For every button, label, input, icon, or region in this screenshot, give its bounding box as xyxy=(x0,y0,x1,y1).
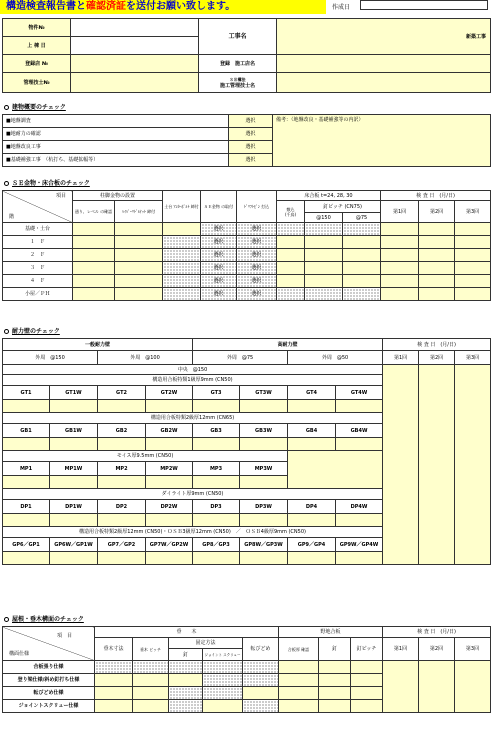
roof-cell[interactable] xyxy=(133,700,169,713)
wall-code: GT4W xyxy=(336,386,383,400)
roof-cell xyxy=(169,661,203,674)
store-no-label: 登録店 № xyxy=(3,55,71,73)
wall-code: GT1W xyxy=(50,386,98,400)
wall-code: GB2 xyxy=(98,424,146,438)
roof-cell xyxy=(203,661,243,674)
wall-code: MP3W xyxy=(240,462,288,476)
s2-date[interactable] xyxy=(419,236,455,249)
wall-cell-blank xyxy=(288,451,383,489)
roof-cell xyxy=(243,661,279,674)
out100: 外周 @100 xyxy=(98,351,193,365)
wall-code: GT4 xyxy=(288,386,336,400)
s4-date[interactable] xyxy=(383,661,419,713)
s2-date[interactable] xyxy=(381,223,419,236)
s2-date[interactable] xyxy=(419,249,455,262)
s2-cell xyxy=(343,223,381,236)
roof-cell[interactable] xyxy=(279,687,319,700)
wall-code: GB1 xyxy=(3,424,50,438)
center150: 中央 @150 xyxy=(3,365,383,375)
s2-date[interactable] xyxy=(381,236,419,249)
s4-round3: 第3回 xyxy=(455,638,491,661)
s2-cell[interactable] xyxy=(73,275,115,288)
g3-label: モイス厚9.5mm (CN50) xyxy=(3,451,288,462)
store-no-field[interactable] xyxy=(71,55,199,73)
s4-spec-label: 構面仕様 xyxy=(9,651,30,657)
wall-cell[interactable] xyxy=(98,476,146,489)
s2-laying: 敷込 (千鳥) xyxy=(277,201,305,223)
section1-title: 建物概要のチェック xyxy=(2,104,66,112)
s2-cell[interactable] xyxy=(343,275,381,288)
s2-cell[interactable] xyxy=(73,223,115,236)
plywood-nail: 釘 xyxy=(319,638,351,661)
s4-corner xyxy=(3,627,95,661)
wall-code: GT3 xyxy=(193,386,240,400)
roof-cell[interactable] xyxy=(319,661,351,674)
wall-cell[interactable] xyxy=(3,514,50,527)
s2-floorboard: 床合板 t=24, 28, 30 xyxy=(277,191,381,201)
s1-row-label: ■地盤調査 xyxy=(3,115,229,128)
s2-select[interactable]: 選択 xyxy=(201,262,237,275)
wall-cell[interactable] xyxy=(146,552,193,565)
title-part3: を送付お願い致します。 xyxy=(126,1,236,12)
s2-cell[interactable] xyxy=(115,249,163,262)
roof-cell xyxy=(169,687,203,700)
roof-spec-row: 転びどめ仕様 xyxy=(3,687,95,700)
rafter-header: 垂 木 xyxy=(95,627,279,638)
roof-cell[interactable] xyxy=(133,674,169,687)
building-date-field[interactable] xyxy=(71,37,199,55)
roof-cell[interactable] xyxy=(319,700,351,713)
s2-cell[interactable] xyxy=(343,236,381,249)
wall-cell[interactable] xyxy=(336,514,383,527)
section2-title: ＳＥ金物・床合板のチェック xyxy=(2,180,90,188)
s2-cell xyxy=(277,223,305,236)
s2-cell xyxy=(163,275,201,288)
s2-floor-row: 小屋／ＰＨ xyxy=(3,288,73,301)
wall-cell[interactable] xyxy=(336,438,383,451)
s4-date[interactable] xyxy=(419,661,455,713)
wall-code: DP2W xyxy=(146,500,193,514)
wall-cell[interactable] xyxy=(336,400,383,413)
wall-code: GB4 xyxy=(288,424,336,438)
s4-date[interactable] xyxy=(455,661,491,713)
s2-floor-row: ３ Ｆ xyxy=(3,262,73,275)
wall-cell[interactable] xyxy=(98,438,146,451)
wall-cell[interactable] xyxy=(240,476,288,489)
s1-select[interactable]: 選択 xyxy=(229,115,273,128)
wall-cell[interactable] xyxy=(288,514,336,527)
wall-code: MP1 xyxy=(3,462,50,476)
s2-cell[interactable] xyxy=(73,249,115,262)
s1-remark-label: 備考：（地盤改良・基礎補強等の内訳） xyxy=(276,117,364,123)
rafter-pitch: 垂木 ピッチ xyxy=(133,638,169,661)
roof-cell[interactable] xyxy=(169,674,203,687)
project-name-field[interactable] xyxy=(277,19,491,55)
wall-cell[interactable] xyxy=(240,438,288,451)
s2-round2: 第2回 xyxy=(419,201,455,223)
s2-date[interactable] xyxy=(381,262,419,275)
roof-cell xyxy=(169,700,203,713)
roof-spec-row: 登り梁仕様/斜め釘打ち仕様 xyxy=(3,674,95,687)
s2-p150: @150 xyxy=(305,213,343,223)
wall-cell[interactable] xyxy=(50,400,98,413)
wall-code: GB4W xyxy=(336,424,383,438)
s2-cell[interactable] xyxy=(115,223,163,236)
wall-code: DP1W xyxy=(50,500,98,514)
s2-date[interactable] xyxy=(419,275,455,288)
s2-floor-row: ２ Ｆ xyxy=(3,249,73,262)
roof-cell[interactable] xyxy=(279,661,319,674)
roof-cell xyxy=(203,674,243,687)
s2-item-label: 項目 xyxy=(55,193,66,199)
rafter-dim: 垂木寸法 xyxy=(95,638,133,661)
store-name-field[interactable] xyxy=(277,55,491,73)
s2-select[interactable]: 選択 xyxy=(201,236,237,249)
s3-date[interactable] xyxy=(455,365,491,565)
wall-code: GP8W／GP3W xyxy=(240,538,288,552)
supervisor-no-field[interactable] xyxy=(71,73,199,93)
s2-date[interactable] xyxy=(455,275,491,288)
wall-cell[interactable] xyxy=(193,514,240,527)
wall-code: GB1W xyxy=(50,424,98,438)
s2-date[interactable] xyxy=(381,249,419,262)
wall-cell[interactable] xyxy=(146,476,193,489)
s2-date[interactable] xyxy=(455,288,491,301)
supervisor-no-label: 管理技士№ xyxy=(3,73,71,93)
s2-date[interactable] xyxy=(381,288,419,301)
s2-col-hyper: ﾊｲﾊﾟｰﾘﾄﾞﾙﾅｯﾄ 締付 xyxy=(115,201,163,223)
s2-cell[interactable] xyxy=(305,275,343,288)
wall-cell[interactable] xyxy=(146,514,193,527)
s2-select[interactable]: 選択 xyxy=(237,236,277,249)
roof-spec-row: ジョイントスクリュー仕様 xyxy=(3,700,95,713)
fix-screw: ジョイント スクリュー xyxy=(203,649,243,661)
wall-code: DP2 xyxy=(98,500,146,514)
roof-cell xyxy=(95,661,133,674)
fix-method: 固定方法 xyxy=(169,638,243,649)
wall-cell[interactable] xyxy=(240,400,288,413)
g4-label: ダイライト厚9mm (CN50) xyxy=(3,489,383,500)
s1-select[interactable]: 選択 xyxy=(229,128,273,141)
s2-p75: @75 xyxy=(343,213,381,223)
s4-item-label: 項 目 xyxy=(56,633,72,639)
title-part2: 確認済証 xyxy=(86,1,126,12)
s4-inspect: 検 査 日 (月/日) xyxy=(383,627,491,638)
s2-cell xyxy=(305,288,343,301)
s4-round1: 第1回 xyxy=(383,638,419,661)
s2-select[interactable]: 選択 xyxy=(237,262,277,275)
wall-code: GP7／GP2 xyxy=(98,538,146,552)
roof-cell xyxy=(243,674,279,687)
s2-cell[interactable] xyxy=(115,275,163,288)
building-overview-table xyxy=(2,114,491,167)
wall-cell[interactable] xyxy=(50,438,98,451)
s3-inspect: 検 査 日 (月/日) xyxy=(383,339,491,351)
wall-code: GP8／GP3 xyxy=(193,538,240,552)
s2-floor-row: 基礎・土台 xyxy=(3,223,73,236)
plywood-header: 野地合板 xyxy=(279,627,383,638)
s2-cell xyxy=(277,288,305,301)
fix-nail: 釘 xyxy=(169,649,203,661)
wall-cell[interactable] xyxy=(288,438,336,451)
s2-cell xyxy=(163,236,201,249)
store-name-label: 登録 施工店名 xyxy=(199,55,277,73)
wall-code: GB3W xyxy=(240,424,288,438)
property-no-label: 物件№ xyxy=(3,19,71,37)
s2-col-se: ＳＥ金物 の取付 xyxy=(201,191,237,223)
roof-cell xyxy=(203,687,243,700)
s2-date[interactable] xyxy=(381,275,419,288)
out50: 外周 @50 xyxy=(288,351,383,365)
section3-title: 耐力壁のチェック xyxy=(2,328,60,336)
roof-cell[interactable] xyxy=(351,687,383,700)
stopper: 転びどめ xyxy=(243,638,279,661)
s2-cell[interactable] xyxy=(115,288,163,301)
s2-date[interactable] xyxy=(419,223,455,236)
wall-code: MP1W xyxy=(50,462,98,476)
s2-date[interactable] xyxy=(419,262,455,275)
s2-cell[interactable] xyxy=(277,249,305,262)
s2-date[interactable] xyxy=(455,262,491,275)
s1-select[interactable]: 選択 xyxy=(229,154,273,167)
wall-cell[interactable] xyxy=(3,476,50,489)
s4-round2: 第2回 xyxy=(419,638,455,661)
header-table xyxy=(2,18,491,93)
s2-date[interactable] xyxy=(455,236,491,249)
wall-code: GP9W／GP4W xyxy=(336,538,383,552)
wall-code: DP3W xyxy=(240,500,288,514)
supervisor-name-label xyxy=(199,73,277,93)
s2-cell xyxy=(343,288,381,301)
s2-select[interactable]: 選択 xyxy=(201,275,237,288)
s2-col-dodai: 土台 ｱﾝｶｰﾎﾞﾙﾄ 締付 xyxy=(163,191,201,223)
s2-select[interactable]: 選択 xyxy=(237,288,277,301)
s2-cell[interactable] xyxy=(277,262,305,275)
plywood-pitch: 釘ピッチ xyxy=(351,638,383,661)
s3-date[interactable] xyxy=(419,365,455,565)
wall-cell[interactable] xyxy=(240,552,288,565)
s2-cell[interactable] xyxy=(73,288,115,301)
s2-floor-label: 階 xyxy=(9,214,15,220)
s2-corner xyxy=(3,191,73,223)
out75: 外周 @75 xyxy=(193,351,288,365)
wall-cell[interactable] xyxy=(193,476,240,489)
se-method-label: ＳＥ構法 xyxy=(229,76,246,82)
s2-select[interactable]: 選択 xyxy=(201,288,237,301)
s2-cell[interactable] xyxy=(73,236,115,249)
wall-cell[interactable] xyxy=(98,514,146,527)
roof-cell[interactable] xyxy=(319,687,351,700)
wall-cell[interactable] xyxy=(50,476,98,489)
wall-code: MP3 xyxy=(193,462,240,476)
project-note: 新築工事 xyxy=(465,33,486,40)
roof-cell[interactable] xyxy=(203,700,243,713)
wall-cell[interactable] xyxy=(193,552,240,565)
s3-round2: 第2回 xyxy=(419,351,455,365)
project-name-label: 工事名 xyxy=(199,19,277,55)
wall-cell[interactable] xyxy=(98,400,146,413)
wall-cell[interactable] xyxy=(146,400,193,413)
roof-cell[interactable] xyxy=(133,687,169,700)
s2-cell xyxy=(305,223,343,236)
wall-code: DP4W xyxy=(336,500,383,514)
wall-code: DP1 xyxy=(3,500,50,514)
s2-cell[interactable] xyxy=(73,262,115,275)
wall-code: GB3 xyxy=(193,424,240,438)
s2-cell xyxy=(163,288,201,301)
s2-col-drift: ﾄﾞﾘﾌﾄﾋﾟﾝ 打込 xyxy=(237,191,277,223)
wall-code: DP3 xyxy=(193,500,240,514)
s3-round1: 第1回 xyxy=(383,351,419,365)
building-date-label: 上 棟 日 xyxy=(3,37,71,55)
s1-select[interactable]: 選択 xyxy=(229,141,273,154)
roof-spec-row: 合板張り仕様 xyxy=(3,661,95,674)
s2-cell[interactable] xyxy=(343,249,381,262)
s2-cell xyxy=(163,249,201,262)
s2-select[interactable]: 選択 xyxy=(201,249,237,262)
s2-cell[interactable] xyxy=(305,249,343,262)
s2-cell[interactable] xyxy=(277,236,305,249)
wall-cell[interactable] xyxy=(50,552,98,565)
wall-cell[interactable] xyxy=(288,552,336,565)
wall-cell[interactable] xyxy=(193,400,240,413)
s2-cell[interactable] xyxy=(163,223,201,236)
s2-col-anchor: 柱脚金物の設置 xyxy=(73,191,163,201)
report-title xyxy=(0,0,326,14)
title-part1: 構造検査報告書と xyxy=(6,1,86,12)
supervisor-name-text: 施工管理技士名 xyxy=(219,82,255,89)
roof-cell[interactable] xyxy=(279,700,319,713)
wall-code: MP2W xyxy=(146,462,193,476)
wall-code: GP9／GP4 xyxy=(288,538,336,552)
roof-cell[interactable] xyxy=(95,700,133,713)
created-date-field[interactable] xyxy=(360,0,488,10)
s1-row-label: ■基礎補強工事 （杭打ち、基礎拡幅等） xyxy=(3,154,229,167)
wall-cell[interactable] xyxy=(288,400,336,413)
s2-select[interactable]: 選択 xyxy=(237,249,277,262)
wall-code: GP6／GP1 xyxy=(3,538,50,552)
roof-cell[interactable] xyxy=(319,674,351,687)
s2-select[interactable]: 選択 xyxy=(237,223,277,236)
g1-label: 構造用合板特類1級厚9mm (CN50) xyxy=(3,375,383,386)
bearing-wall-table xyxy=(2,338,491,565)
s2-date[interactable] xyxy=(455,223,491,236)
wall-cell[interactable] xyxy=(240,514,288,527)
wall-code: GB2W xyxy=(146,424,193,438)
wall-code: GP6W／GP1W xyxy=(50,538,98,552)
plywood-thick: 合板厚 確認 xyxy=(279,638,319,661)
s2-floor-row: ４ Ｆ xyxy=(3,275,73,288)
s2-col-level: 通り、レベル の確認 xyxy=(73,201,115,223)
wall-code: GT1 xyxy=(3,386,50,400)
created-date-label: 作成日 xyxy=(332,4,351,11)
general-wall-header: 一般耐力壁 xyxy=(3,339,193,351)
s2-inspect: 検 査 日 (月/日) xyxy=(381,191,491,201)
s2-cell[interactable] xyxy=(305,236,343,249)
wall-code: MP2 xyxy=(98,462,146,476)
g2-label: 構造用合板特類2級厚12mm (CN65) xyxy=(3,413,383,424)
roof-cell[interactable] xyxy=(95,674,133,687)
wall-cell[interactable] xyxy=(336,552,383,565)
se-hardware-table xyxy=(2,190,491,301)
s2-select[interactable]: 選択 xyxy=(237,275,277,288)
wall-code: GP7W／GP2W xyxy=(146,538,193,552)
s2-date[interactable] xyxy=(419,288,455,301)
s1-row-label: ■地盤改良工事 xyxy=(3,141,229,154)
s2-floor-row: １ Ｆ xyxy=(3,236,73,249)
s2-select[interactable]: 選択 xyxy=(201,223,237,236)
supervisor-name-field[interactable] xyxy=(277,73,491,93)
s2-cell[interactable] xyxy=(115,236,163,249)
out150: 外周 @150 xyxy=(3,351,98,365)
roof-cell[interactable] xyxy=(351,700,383,713)
s2-cell[interactable] xyxy=(305,262,343,275)
s2-cell[interactable] xyxy=(343,262,381,275)
s2-round1: 第1回 xyxy=(381,201,419,223)
wall-code: DP4 xyxy=(288,500,336,514)
s3-round3: 第3回 xyxy=(455,351,491,365)
s3-date[interactable] xyxy=(383,365,419,565)
section4-title: 屋根・垂木構面のチェック xyxy=(2,616,84,624)
wall-cell[interactable] xyxy=(3,438,50,451)
roof-cell[interactable] xyxy=(351,674,383,687)
roof-table xyxy=(2,626,491,713)
s2-cell xyxy=(163,262,201,275)
g5-label: 構造用合板特類2級厚12mm (CN50)・ＯＳＢ3級厚12mm (CN50) ／ ＯＳＢ4級厚9mm (CN50) xyxy=(3,527,383,538)
roof-cell[interactable] xyxy=(243,687,279,700)
roof-cell xyxy=(133,661,169,674)
wall-code: GT3W xyxy=(240,386,288,400)
s2-nail-pitch: 釘ピッチ (CN75) xyxy=(305,201,381,213)
roof-cell[interactable] xyxy=(279,674,319,687)
wall-cell[interactable] xyxy=(193,438,240,451)
wall-cell[interactable] xyxy=(3,400,50,413)
wall-cell[interactable] xyxy=(98,552,146,565)
s2-cell[interactable] xyxy=(277,275,305,288)
property-no-field[interactable] xyxy=(71,19,199,37)
wall-cell[interactable] xyxy=(3,552,50,565)
wall-cell[interactable] xyxy=(146,438,193,451)
roof-cell xyxy=(243,700,279,713)
s1-remark[interactable] xyxy=(273,115,491,167)
roof-cell[interactable] xyxy=(95,687,133,700)
wall-code: GT2W xyxy=(146,386,193,400)
s1-row-label: ■地耐力の確認 xyxy=(3,128,229,141)
high-wall-header: 高耐力壁 xyxy=(193,339,383,351)
wall-cell[interactable] xyxy=(50,514,98,527)
s2-round3: 第3回 xyxy=(455,201,491,223)
wall-code: GT2 xyxy=(98,386,146,400)
roof-cell[interactable] xyxy=(351,661,383,674)
s2-date[interactable] xyxy=(455,249,491,262)
s2-cell[interactable] xyxy=(115,262,163,275)
